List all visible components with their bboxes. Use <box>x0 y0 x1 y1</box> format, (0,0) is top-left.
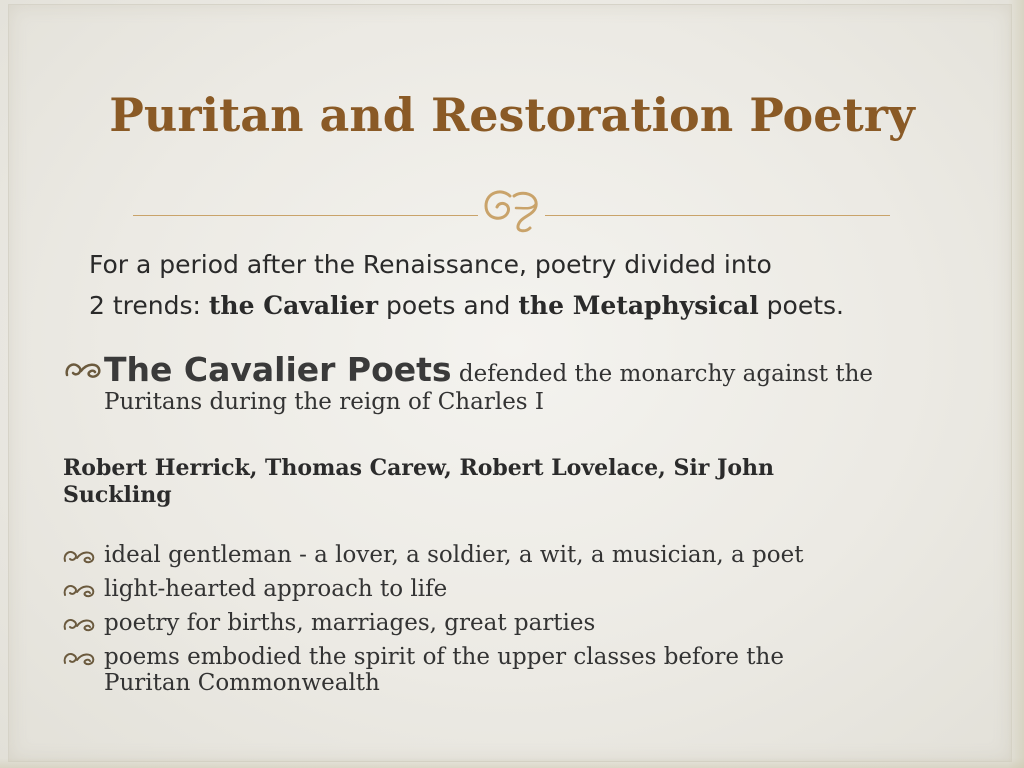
poet-names-line-1: Robert Herrick, Thomas Carew, Robert Lovelace, Sir John <box>63 455 775 481</box>
intro-line-1: For a period after the Renaissance, poetry divided into <box>89 250 772 279</box>
intro-line-2-suffix: poets. <box>758 291 844 320</box>
scroll-bullet-icon <box>62 357 104 381</box>
cavalier-traits-list <box>62 542 942 704</box>
scroll-bullet-icon <box>62 546 98 566</box>
cavalier-continuation: Puritans during the reign of Charles I <box>104 389 544 415</box>
slide-title: Puritan and Restoration Poetry <box>109 88 915 142</box>
cavalier-section <box>62 350 942 415</box>
poet-names <box>63 455 863 509</box>
cavalier-heading-rest: defended the monarchy against the <box>451 361 874 387</box>
intro-line-2-mid: poets and <box>378 291 519 320</box>
cavalier-heading: The Cavalier Poets <box>104 350 452 389</box>
cavalier-heading-line <box>62 350 942 389</box>
list-item-text-continued: Puritan Commonwealth <box>104 670 380 696</box>
title-divider-right <box>545 215 890 216</box>
list-item <box>62 610 942 636</box>
scroll-bullet-icon <box>62 648 98 668</box>
list-item-text: light-hearted approach to life <box>104 576 448 602</box>
intro-bold-metaphysical: the Metaphysical <box>518 291 759 320</box>
intro-line-2-prefix: 2 trends: <box>89 291 209 320</box>
scroll-bullet-icon <box>62 580 98 600</box>
page-edge-bottom <box>0 758 1024 768</box>
list-item <box>62 542 942 568</box>
scroll-ornament-icon <box>476 186 548 234</box>
list-item-text: ideal gentleman - a lover, a soldier, a wit, a musician, a poet <box>104 542 804 568</box>
list-item <box>62 644 942 696</box>
intro-paragraph <box>89 244 969 326</box>
title-divider-left <box>133 215 478 216</box>
list-item-text: poetry for births, marriages, great parties <box>104 610 596 636</box>
list-item-text: poems embodied the spirit of the upper classes before the <box>104 644 784 670</box>
list-item <box>62 576 942 602</box>
poet-names-line-2: Suckling <box>63 482 172 508</box>
intro-bold-cavalier: the Cavalier <box>208 291 379 320</box>
intro-line-2 <box>89 285 969 326</box>
scroll-bullet-icon <box>62 614 98 634</box>
